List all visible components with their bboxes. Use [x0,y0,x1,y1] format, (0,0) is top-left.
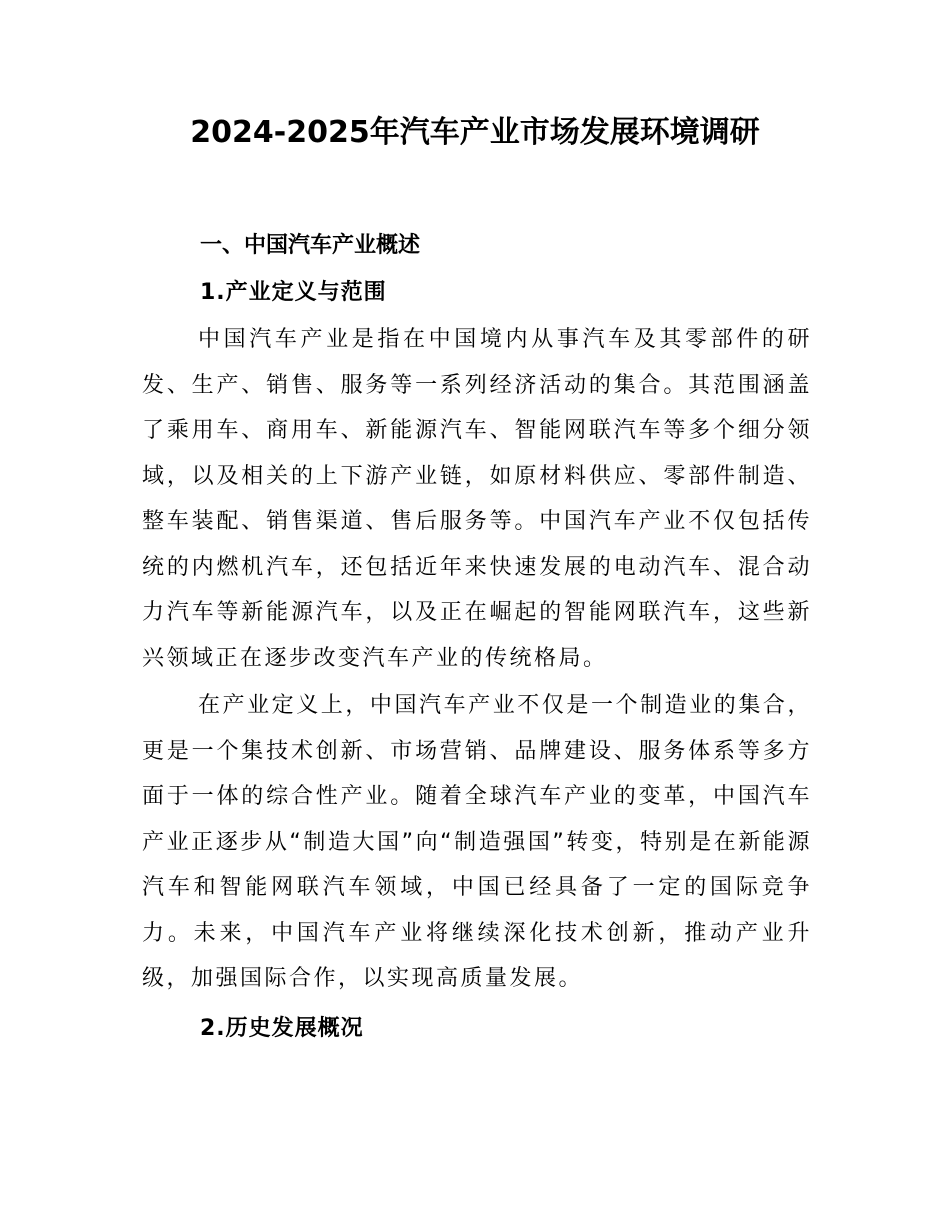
subsection-heading-definition: 1.产业定义与范围 [200,280,387,305]
section-heading: 一、中国汽车产业概述 [200,233,421,258]
subsection-heading-history: 2.历史发展概况 [200,1016,364,1041]
paragraph-definition-scope: 中国汽车产业是指在中国境内从事汽车及其零部件的研发、生产、销售、服务等一系列经济活动的集合。其范围涵盖了乘用车、商用车、新能源汽车、智能网联汽车等多个细分领域，以及相关的上下游产业链，如原材料供应、零部件制造、整车装配、销售渠道、售后服务等。中国汽车产业不仅包括传统的内燃机汽车，还包括近年来快速发展的电动汽车、混合动力汽车等新能源汽车，以及正在崛起的智能网联汽车，这些新兴领域正在逐步改变汽车产业的传统格局。 [142,327,812,671]
document-title: 2024-2025年汽车产业市场发展环境调研 [190,115,760,150]
paragraph-industry-definition: 在产业定义上，中国汽车产业不仅是一个制造业的集合，更是一个集技术创新、市场营销、品牌建设、服务体系等多方面于一体的综合性产业。随着全球汽车产业的变革，中国汽车产业正逐步从“制造大国”向“制造强国”转变，特别是在新能源汽车和智能网联汽车领域，中国已经具备了一定的国际竞争力。未来，中国汽车产业将继续深化技术创新，推动产业升级，加强国际合作，以实现高质量发展。 [142,693,812,991]
